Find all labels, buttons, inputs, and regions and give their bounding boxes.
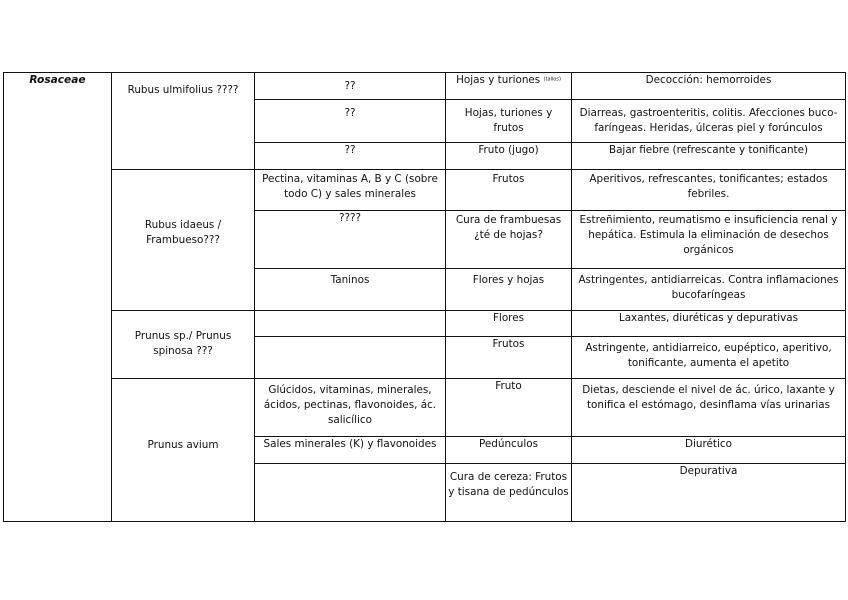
use-cell: Bajar fiebre (refrescante y tonificante) [572,143,846,170]
use-cell: Aperitivos, refrescantes, tonificantes; estados febriles. [572,170,846,211]
use-cell: Depurativa [572,464,846,522]
plant-cell: Prunus sp./ Prunus spinosa ??? [112,311,255,379]
part-cell: Fruto (jugo) [446,143,572,170]
use-cell: Diurético [572,437,846,464]
part-cell: Frutos [446,170,572,211]
part-cell: Flores [446,311,572,337]
use-cell: Diarreas, gastroenteritis, colitis. Afecciones buco-faríngeas. Heridas, úlceras piel y forúnculos [572,100,846,143]
table-row [4,311,846,337]
part-cell: Pedúnculos [446,437,572,464]
component-cell: ???? [255,211,446,269]
component-cell [255,337,446,379]
part-cell: Cura de frambuesas ¿té de hojas? [446,211,572,269]
plant-cell: Rubus idaeus / Frambueso??? [112,170,255,311]
use-cell: Estreñimiento, reumatismo e insuficiencia renal y hepática. Estimula la eliminación de desechos orgánicos [572,211,846,269]
use-cell: Astringente, antidiarreico, eupéptico, aperitivo, tonificante, aumenta el apetito [572,337,846,379]
use-cell: Astringentes, antidiarreicas. Contra inflamaciones bucofaríngeas [572,269,846,311]
table-row [4,170,846,211]
part-note: (tallos) [543,76,561,83]
use-cell: Dietas, desciende el nivel de ác. úrico, laxante y tonifica el estómago, desinflama vías urinarias [572,379,846,437]
part-cell: Hojas y turiones (tallos) [446,73,572,100]
component-cell: ?? [255,100,446,143]
part-cell: Fruto [446,379,572,437]
plant-cell: Prunus avium [112,379,255,522]
part-cell: Flores y hojas [446,269,572,311]
component-cell: Pectina, vitaminas A, B y C (sobre todo C) y sales minerales [255,170,446,211]
table-row [4,73,846,100]
plant-table [3,72,846,522]
use-cell: Laxantes, diuréticas y depurativas [572,311,846,337]
component-cell: ?? [255,143,446,170]
component-cell: Taninos [255,269,446,311]
component-cell: ?? [255,73,446,100]
part-cell: Frutos [446,337,572,379]
component-cell [255,311,446,337]
component-cell: Sales minerales (K) y flavonoides [255,437,446,464]
component-cell [255,464,446,522]
part-cell: Cura de cereza: Frutos y tisana de pedúnculos [446,464,572,522]
table-row [4,379,846,437]
part-cell: Hojas, turiones y frutos [446,100,572,143]
plant-cell: Rubus ulmifolius ???? [112,73,255,170]
component-cell: Glúcidos, vitaminas, minerales, ácidos, pectinas, flavonoides, ác. salicílico [255,379,446,437]
family-cell: Rosaceae [4,73,112,522]
use-cell: Decocción: hemorroides [572,73,846,100]
